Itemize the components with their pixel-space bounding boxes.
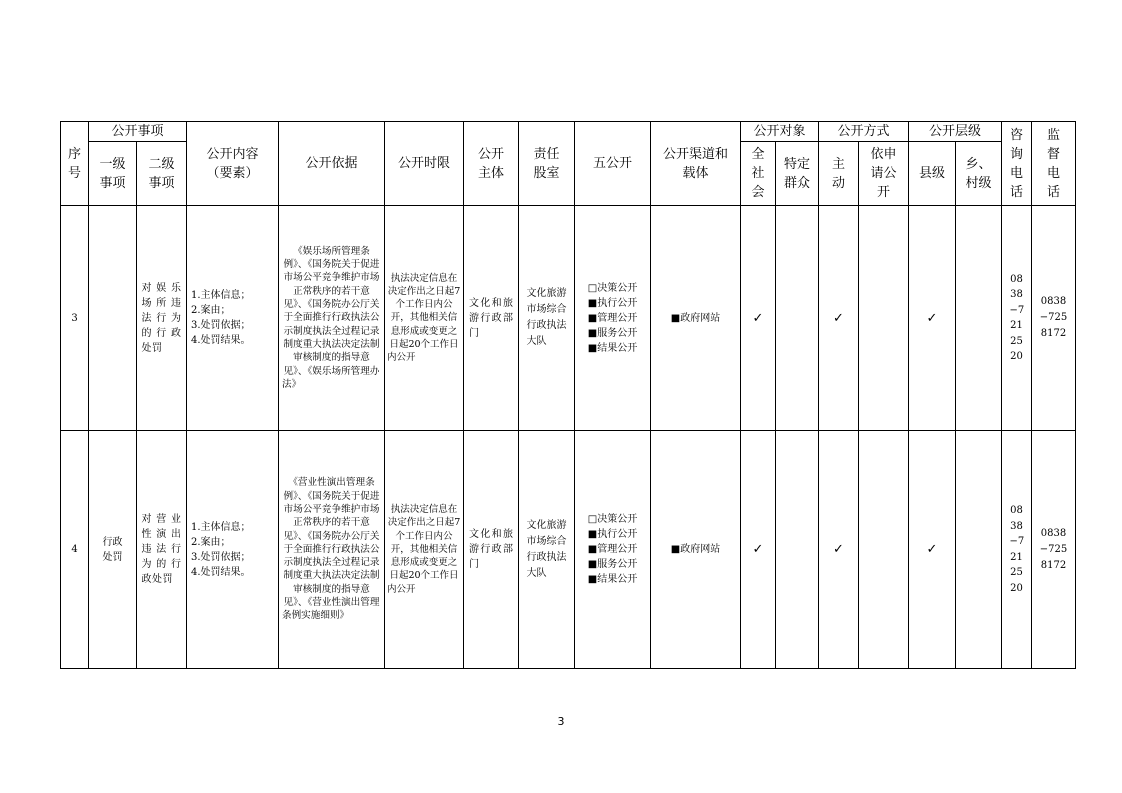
- row-supervise-phone: 0838−7258172: [1032, 206, 1076, 431]
- row-level2: 对娱乐场所违法行为的行政处罚: [137, 206, 187, 431]
- row-channel: ■政府网站: [651, 206, 741, 431]
- row-time-limit: 执法决定信息在决定作出之日起7个工作日内公开，其他相关信息形成或变更之日起20个工作日内公开: [385, 431, 464, 669]
- row-target-specific: [776, 206, 819, 431]
- header-matter: 公开事项: [89, 122, 187, 142]
- row-level1: [89, 206, 137, 431]
- row-mode-request: [859, 206, 909, 431]
- row-subject: 文化和旅游行政部门: [464, 431, 519, 669]
- page-number: 3: [557, 715, 565, 728]
- check-icon: ✓: [909, 206, 956, 431]
- header-basis: 公开依据: [279, 122, 385, 206]
- header-supervise-phone: 监督电话: [1032, 122, 1076, 206]
- header-content: 公开内容（要素）: [187, 122, 279, 206]
- five-open-item: ■管理公开: [587, 312, 638, 324]
- row-mode-request: [859, 431, 909, 669]
- header-row-1: [61, 122, 1076, 142]
- header-target-all: 全社会: [741, 142, 776, 206]
- row-basis: 《营业性演出管理条例》、《国务院关于促进市场公平竞争维护市场正常秩序的若干意见》、《国务院办公厅关于全面推行行政执法公示制度执法全过程记录制度重大执法决定法制审核制度的指导意见》、《营业性演出管理条例实施细则》: [279, 431, 385, 669]
- header-consult-phone: 咨询电话: [1002, 122, 1032, 206]
- row-five-open: [575, 431, 651, 669]
- row-level-village: [956, 431, 1002, 669]
- header-level2: 二级事项: [137, 142, 187, 206]
- five-open-item: ■管理公开: [587, 544, 638, 555]
- header-target-specific: 特定群众: [776, 142, 819, 206]
- row-dept: 文化旅游市场综合行政执法大队: [519, 431, 575, 669]
- row-consult-phone: 0838−7212520: [1002, 206, 1032, 431]
- header-five-open: 五公开: [575, 122, 651, 206]
- header-level-county: 县级: [909, 142, 956, 206]
- row-target-specific: [776, 431, 819, 669]
- row-dept: 文化旅游市场综合行政执法大队: [519, 206, 575, 431]
- header-mode-active: 主动: [819, 142, 859, 206]
- header-level1: 一级事项: [89, 142, 137, 206]
- row-supervise-phone: 0838−7258172: [1032, 431, 1076, 669]
- row-seq: 4: [61, 431, 89, 669]
- five-open-item: ■执行公开: [587, 297, 638, 309]
- header-mode-request: 依申请公开: [859, 142, 909, 206]
- header-level-village: 乡、村级: [956, 142, 1002, 206]
- five-open-item: ■服务公开: [587, 327, 638, 339]
- header-seq: 序号: [61, 122, 89, 206]
- check-icon: ✓: [819, 206, 859, 431]
- row-time-limit: 执法决定信息在决定作出之日起7个工作日内公开，其他相关信息形成或变更之日起20个工作日内公开: [385, 206, 464, 431]
- header-target: 公开对象: [741, 122, 819, 142]
- disclosure-table: [60, 121, 1076, 669]
- header-subject: 公开主体: [464, 122, 519, 206]
- five-open-item: ■执行公开: [587, 529, 638, 540]
- row-level1: 行政处罚: [89, 431, 137, 669]
- row-level-village: [956, 206, 1002, 431]
- table-row: [61, 206, 1076, 431]
- five-open-item: □决策公开: [587, 282, 638, 294]
- check-icon: ✓: [741, 431, 776, 669]
- check-icon: ✓: [819, 431, 859, 669]
- five-open-item: ■结果公开: [587, 574, 638, 585]
- row-five-open: [575, 206, 651, 431]
- check-icon: ✓: [909, 431, 956, 669]
- row-consult-phone: 0838−7212520: [1002, 431, 1032, 669]
- row-content: 1.主体信息； 2.案由； 3.处罚依据； 4.处罚结果。: [187, 431, 279, 669]
- row-channel: ■政府网站: [651, 431, 741, 669]
- row-subject: 文化和旅游行政部门: [464, 206, 519, 431]
- check-icon: ✓: [741, 206, 776, 431]
- five-open-item: ■结果公开: [587, 342, 638, 354]
- row-level2: 对营业性演出违法行为的行政处罚: [137, 431, 187, 669]
- row-basis: 《娱乐场所管理条例》、《国务院关于促进市场公平竞争维护市场正常秩序的若干意见》、《国务院办公厅关于全面推行行政执法公示制度执法全过程记录制度重大执法决定法制审核制度的指导意见》、《娱乐场所管理办法》: [279, 206, 385, 431]
- five-open-item: □决策公开: [587, 514, 638, 525]
- row-seq: 3: [61, 206, 89, 431]
- header-channel: 公开渠道和载体: [651, 122, 741, 206]
- row-content: 1.主体信息； 2.案由； 3.处罚依据； 4.处罚结果。: [187, 206, 279, 431]
- header-mode: 公开方式: [819, 122, 909, 142]
- table-row: [61, 431, 1076, 669]
- header-level: 公开层级: [909, 122, 1002, 142]
- header-time-limit: 公开时限: [385, 122, 464, 206]
- five-open-item: ■服务公开: [587, 559, 638, 570]
- header-dept: 责任股室: [519, 122, 575, 206]
